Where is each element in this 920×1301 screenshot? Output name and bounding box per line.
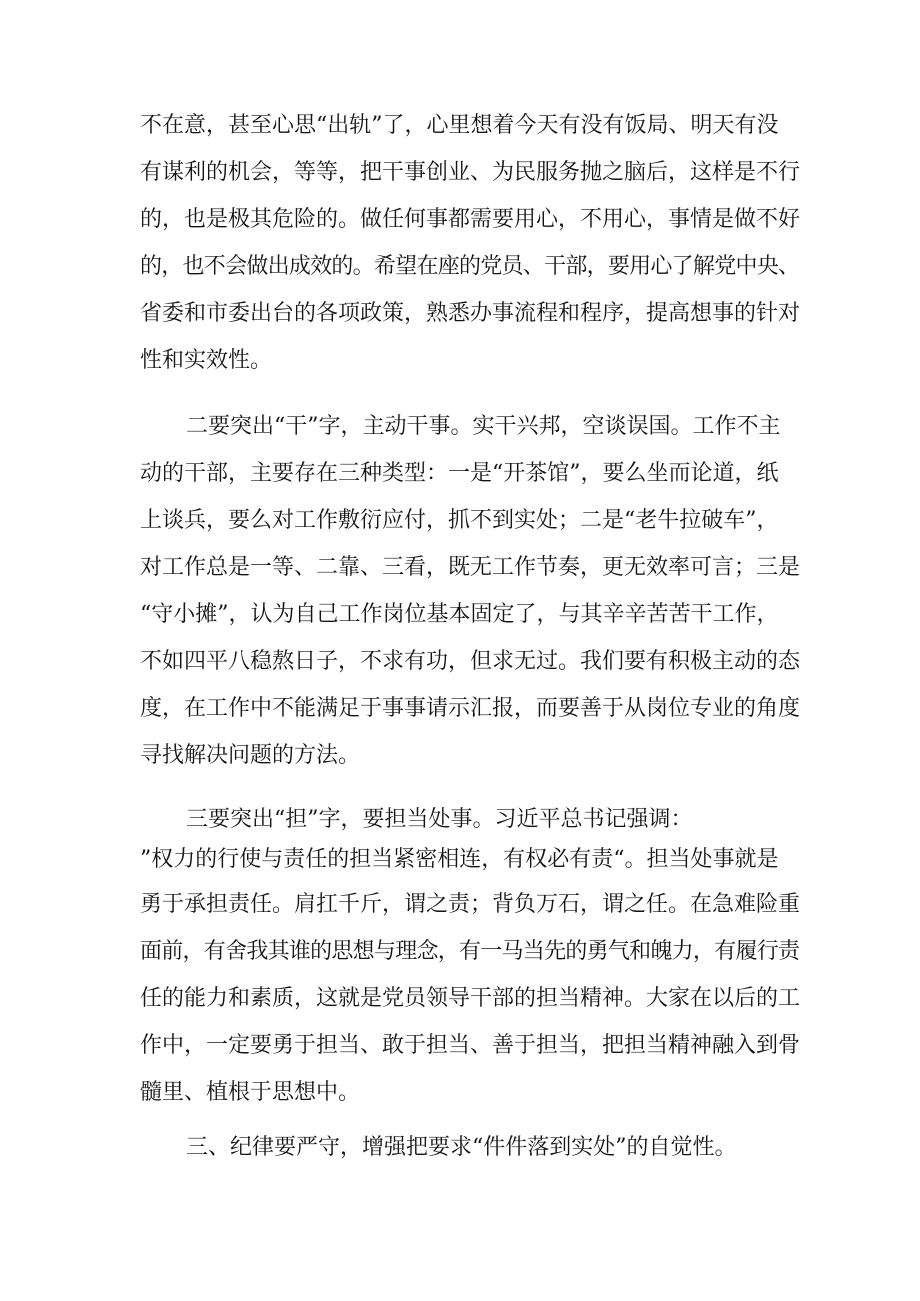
paragraph-first-line: 三要突出“担”字，要担当处事。习近平总书记强调： xyxy=(186,807,693,832)
text-line: 上谈兵，要么对工作敷衍应付，抓不到实处；二是“老牛拉破车”， xyxy=(140,508,779,533)
text-line: 任的能力和素质，这就是党员领导干部的担当精神。大家在以后的工 xyxy=(140,986,801,1011)
text-line: 有谋利的机会，等等，把干事创业、为民服务抛之脑后，这样是不行 xyxy=(140,160,801,185)
text-line: 对工作总是一等、二靠、三看，既无工作节奏，更无效率可言；三是 xyxy=(140,555,801,580)
text-line: 作中，一定要勇于担当、敢于担当、善于担当，把担当精神融入到骨 xyxy=(140,1033,801,1058)
text-line: “守小摊”，认为自己工作岗位基本固定了，与其辛辛苦苦干工作， xyxy=(140,602,779,627)
text-line: 性和实效性。 xyxy=(140,348,273,373)
text-line: 勇于承担责任。肩扛千斤，谓之责；背负万石，谓之任。在急难险重 xyxy=(140,892,801,917)
text-line: 省委和市委出台的各项政策，熟悉办事流程和程序，提高想事的针对 xyxy=(140,301,801,326)
text-line: 面前，有舍我其谁的思想与理念，有一马当先的勇气和魄力，有履行责 xyxy=(140,939,800,964)
text-line: 髓里、植根于思想中。 xyxy=(140,1080,361,1105)
text-line: 不在意，甚至心思“出轨”了，心里想着今天有没有饭局、明天有没 xyxy=(140,113,779,138)
paragraph-first-line: 二要突出“干”字，主动干事。实干兴邦，空谈误国。工作不主 xyxy=(186,414,781,439)
text-line: 动的干部，主要存在三种类型：一是“开茶馆”，要么坐而论道，纸 xyxy=(140,461,779,486)
text-line: 不如四平八稳熬日子，不求有功，但求无过。我们要有积极主动的态 xyxy=(140,649,801,674)
text-line: 的，也不会做出成效的。希望在座的党员、干部，要用心了解党中央、 xyxy=(140,254,800,279)
text-line: ”权力的行使与责任的担当紧密相连，有权必有责“。担当处事就是 xyxy=(140,847,779,872)
section-heading: 三、纪律要严守，增强把要求“件件落到实处”的自觉性。 xyxy=(186,1135,737,1160)
text-line: 寻找解决问题的方法。 xyxy=(140,743,361,768)
text-line: 的，也是极其危险的。做任何事都需要用心，不用心，事情是做不好 xyxy=(140,207,801,232)
text-line: 度，在工作中不能满足于事事请示汇报，而要善于从岗位专业的角度 xyxy=(140,696,801,721)
